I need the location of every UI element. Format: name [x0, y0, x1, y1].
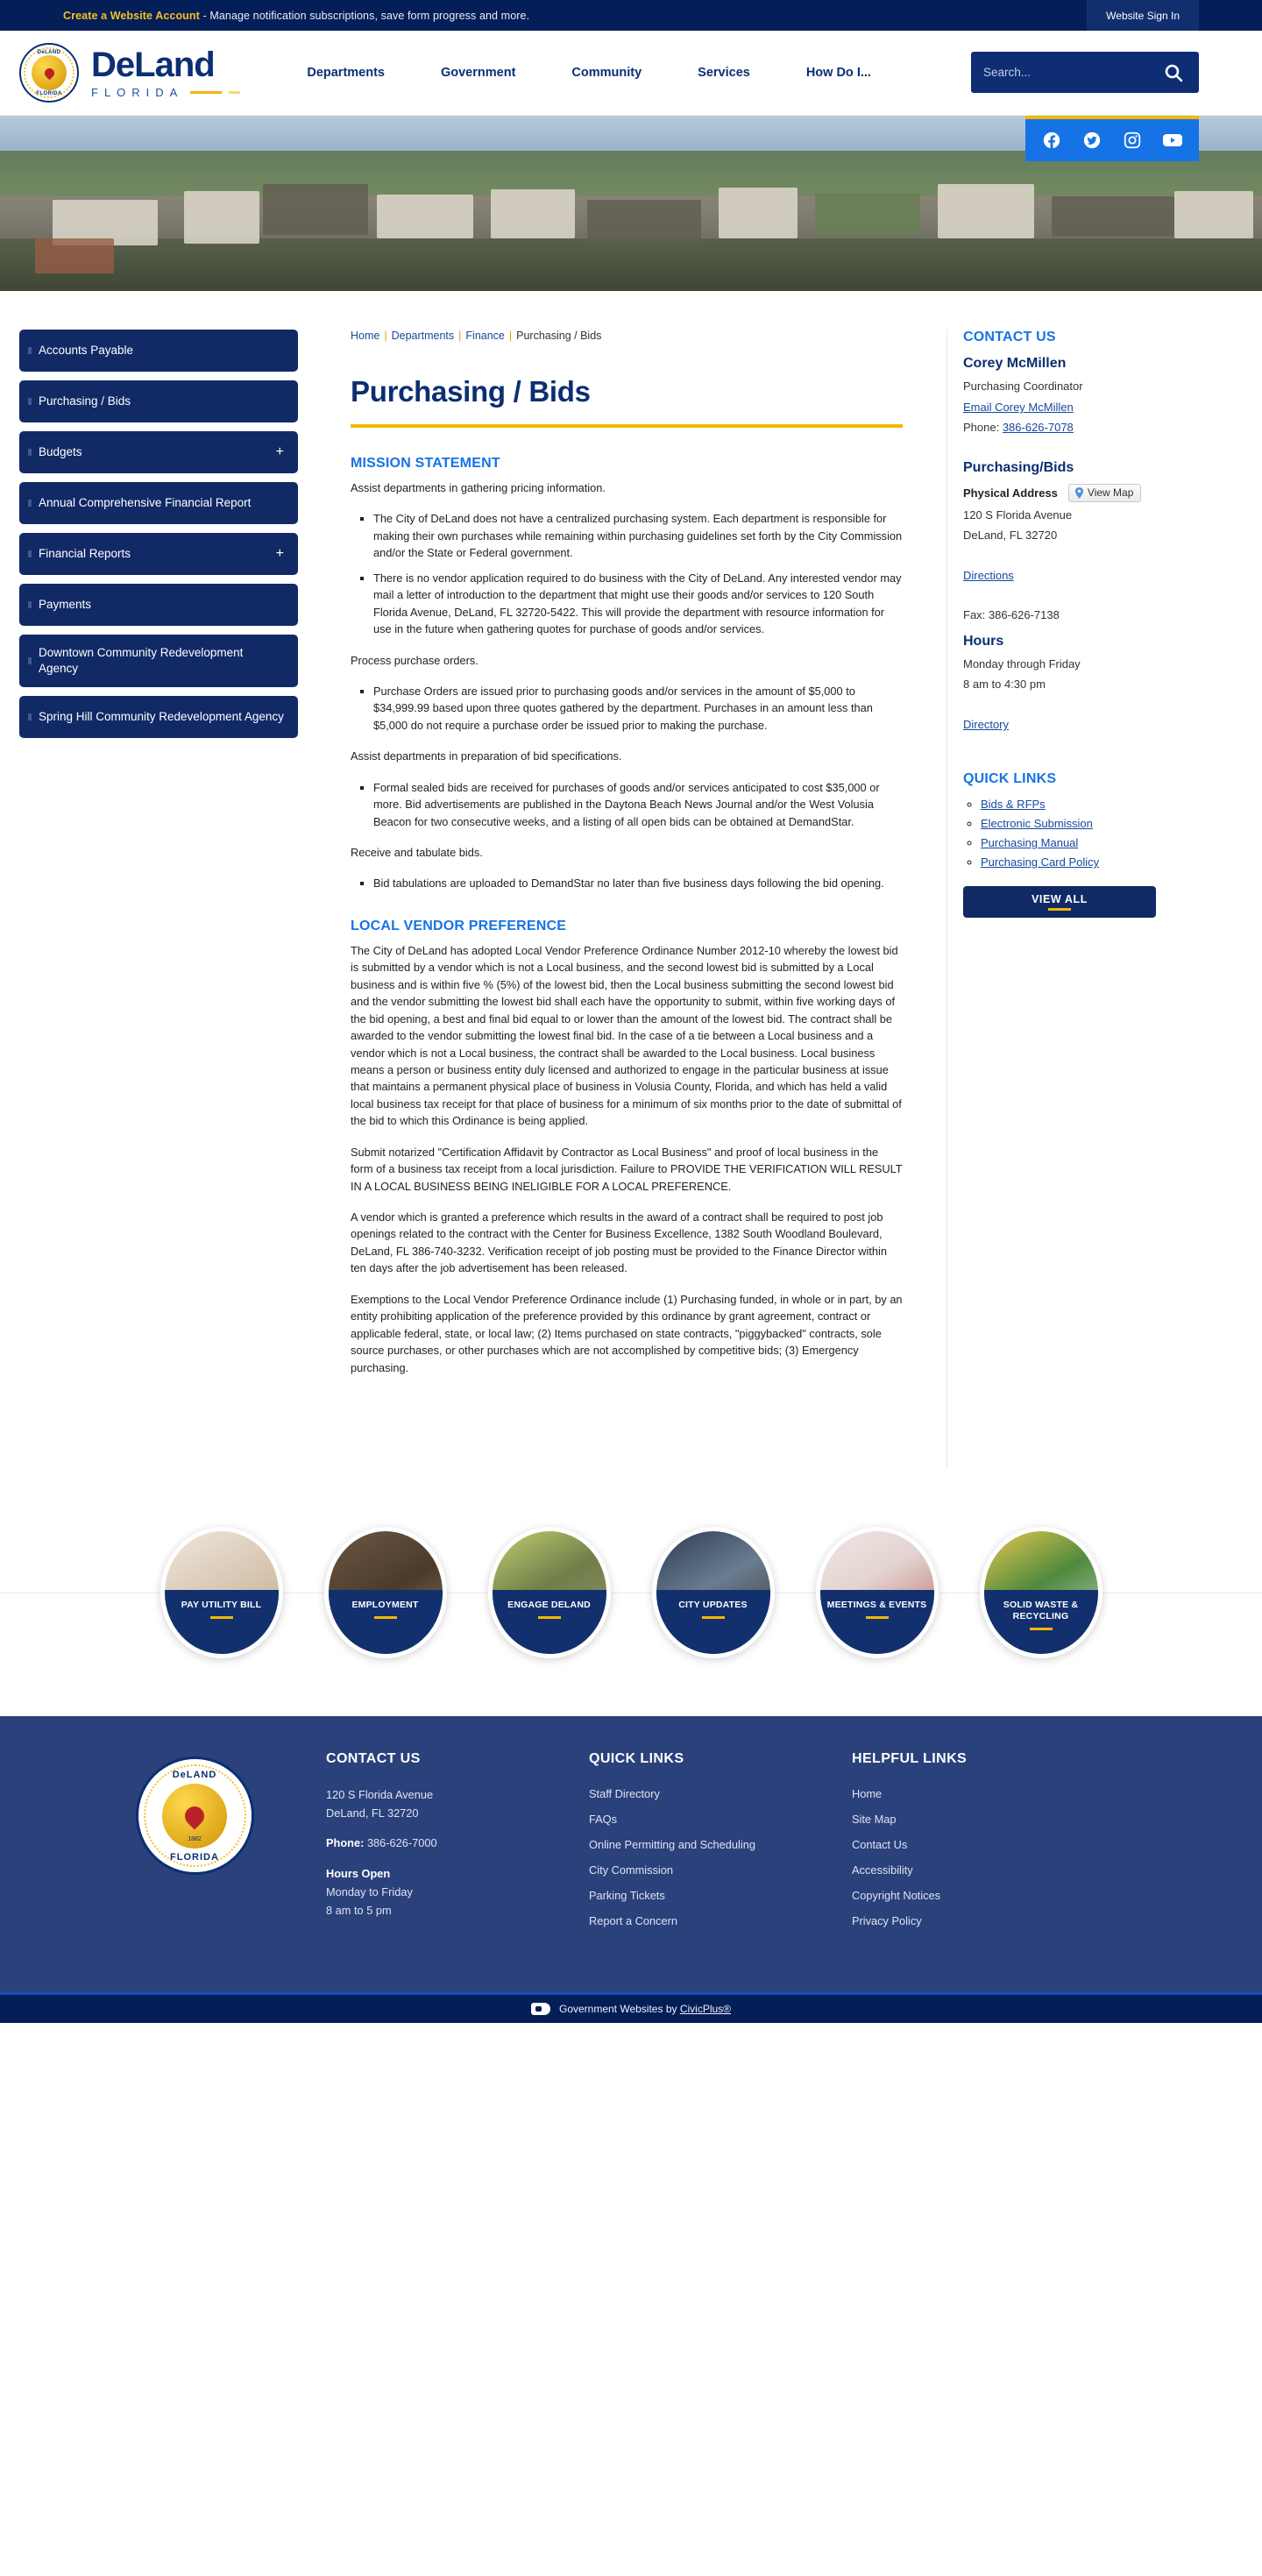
search-icon[interactable]	[1160, 60, 1187, 86]
wordmark-state: FLORIDA	[91, 85, 184, 99]
tabulate-intro: Receive and tabulate bids.	[351, 846, 483, 859]
fax-line: Fax: 386-626-7138	[963, 608, 1060, 621]
quick-link-employment[interactable]	[324, 1527, 447, 1658]
directory-link[interactable]: Directory	[963, 718, 1010, 731]
circle-label: SOLID WASTE & RECYCLING	[1003, 1600, 1079, 1622]
footer-link-report-a-concern[interactable]: Report a Concern	[589, 1914, 678, 1927]
footer-link-city-commission[interactable]: City Commission	[589, 1863, 673, 1877]
quick-link-electronic-submission[interactable]: Electronic Submission	[981, 817, 1093, 830]
list-item	[981, 855, 1209, 869]
map-pin-icon	[1074, 487, 1084, 499]
quick-link-engage-deland[interactable]	[488, 1527, 611, 1658]
directions-link[interactable]: Directions	[963, 569, 1014, 582]
expand-plus-icon[interactable]: +	[275, 444, 284, 459]
breadcrumb-separator: |	[508, 330, 513, 342]
footer-hours-label: Hours Open	[326, 1867, 391, 1881]
quick-link-purchasing-card-policy[interactable]: Purchasing Card Policy	[981, 855, 1100, 869]
list-item	[589, 1812, 852, 1827]
footer-link-site-map[interactable]: Site Map	[852, 1813, 897, 1826]
list-item	[589, 1863, 852, 1878]
footer-credit-text	[559, 2003, 731, 2015]
breadcrumb-home[interactable]: Home	[351, 330, 380, 342]
seal-bottom-text: FLORIDA	[36, 91, 62, 96]
list-item	[981, 817, 1209, 830]
wordmark-dots	[229, 91, 240, 94]
seal-top-text: DeLAND	[37, 50, 61, 55]
sidebar-item-payments[interactable]	[19, 584, 298, 626]
breadcrumb-current: Purchasing / Bids	[516, 330, 602, 342]
address-line-2: DeLand, FL 32720	[963, 529, 1058, 542]
footer-seal-year: 1882	[188, 1836, 202, 1842]
website-sign-in-button[interactable]: Website Sign In	[1087, 0, 1199, 31]
sidebar-item-label: Annual Comprehensive Financial Report	[39, 495, 252, 509]
process-intro: Process purchase orders.	[351, 653, 479, 667]
breadcrumb-separator: |	[384, 330, 387, 342]
expand-plus-icon[interactable]: +	[275, 546, 284, 561]
footer-link-online-permitting[interactable]: Online Permitting and Scheduling	[589, 1838, 755, 1851]
department-heading: Purchasing/Bids	[963, 460, 1074, 475]
mission-intro: Assist departments in gathering pricing information.	[351, 481, 606, 494]
utility-bar	[0, 0, 1262, 31]
footer-link-home[interactable]: Home	[852, 1787, 883, 1800]
physical-address-row	[963, 484, 1209, 502]
circle-underline	[866, 1616, 889, 1619]
footer-link-parking-tickets[interactable]: Parking Tickets	[589, 1889, 665, 1902]
view-all-label: VIEW ALL	[1031, 893, 1088, 905]
sidebar-item-budgets[interactable]	[19, 431, 298, 473]
view-map-label: View Map	[1087, 486, 1134, 499]
footer-link-contact-us[interactable]: Contact Us	[852, 1838, 908, 1851]
circle-underline	[374, 1616, 397, 1619]
footer-link-privacy-policy[interactable]: Privacy Policy	[852, 1914, 922, 1927]
nav-item-government[interactable]: Government	[440, 66, 516, 80]
quick-link-solid-waste-recycling[interactable]	[980, 1527, 1102, 1658]
instagram-icon[interactable]	[1122, 130, 1143, 151]
sidebar-item-financial-reports[interactable]	[19, 533, 298, 575]
footer-phone-label: Phone:	[326, 1836, 365, 1850]
hours-line-1: Monday through Friday	[963, 657, 1081, 671]
title-underline	[351, 424, 903, 428]
page-title: Purchasing / Bids	[351, 375, 591, 408]
mission-statement-heading: MISSION STATEMENT	[351, 456, 500, 471]
page-body	[0, 291, 1262, 1469]
nav-item-how-do-i[interactable]: How Do I...	[805, 66, 871, 80]
contact-sidebar	[946, 330, 1244, 1469]
footer-helpful-links-list	[852, 1786, 1115, 1929]
sidebar-item-label: Payments	[39, 597, 92, 611]
mission-bullet-list	[373, 510, 903, 637]
footer-seal-column	[63, 1751, 326, 1875]
phone-label: Phone:	[963, 421, 1003, 434]
sidebar-item-purchasing-bids[interactable]	[19, 380, 298, 422]
list-item: ▪ There is no vendor application required to do business with the City of DeLand. Any interested vendor may mail a letter of introduction to the department that might use their goods and/or services to 120 South Florida Avenue, DeLand, FL 32720-5422. This will provide the department with resource information for use in the future when gathering quotes for purchase of goods and/or services.	[373, 570, 903, 638]
wordmark-rule	[190, 91, 222, 94]
sidebar-item-downtown-community-redevelopment-agency[interactable]	[19, 635, 298, 687]
bullet-marker-icon	[28, 398, 32, 405]
bullet-marker-icon	[28, 449, 32, 456]
footer-phone-value: 386-626-7000	[366, 1836, 437, 1850]
sidebar-item-accounts-payable[interactable]	[19, 330, 298, 372]
list-item	[852, 1888, 1115, 1904]
lvp-paragraph-2: Submit notarized "Certification Affidavit by Contractor as Local Business" and proof of local business in the form of a business tax receipt from a local jurisdiction. Failure to PROVIDE THE VERIFICATION WILL RESULT IN A LOCAL BUSINESS BEING INELIGIBLE FOR A LOCAL PREFERENCE.	[351, 1145, 903, 1193]
circle-label: PAY UTILITY BILL	[181, 1600, 262, 1611]
footer-quick-links-column	[589, 1751, 852, 1939]
lvp-paragraph-3: A vendor which is granted a preference which results in the award of a contract shall be required to post job openings related to the contract with the Center for Business Excellence, 1382 South Woodland Boulevard, DeLand, FL 386-740-3232. Verification receipt of job posting must be provided to the Finance Director within ten days after the job advertisement has been released.	[351, 1210, 887, 1275]
list-item	[589, 1913, 852, 1929]
nav-item-community[interactable]: Community	[571, 66, 642, 80]
bullet-marker-icon	[28, 347, 32, 354]
sidebar-item-spring-hill-community-redevelopment-agency[interactable]	[19, 696, 298, 738]
site-footer	[0, 1716, 1262, 1991]
breadcrumb-departments[interactable]: Departments	[391, 330, 455, 342]
wordmark	[91, 47, 240, 99]
search-box	[971, 52, 1199, 93]
breadcrumb-separator: |	[458, 330, 462, 342]
process-bullet-list	[373, 683, 903, 734]
phone-link[interactable]: 386-626-7078	[1002, 421, 1074, 434]
sidebar-item-label: Purchasing / Bids	[39, 394, 131, 408]
circle-label: CITY UPDATES	[678, 1600, 748, 1611]
list-item	[852, 1786, 1115, 1802]
list-item	[589, 1837, 852, 1853]
circle-label: ENGAGE DELAND	[507, 1600, 591, 1611]
lvp-paragraph-1: The City of DeLand has adopted Local Vendor Preference Ordinance Number 2012-10 whereby the lowest bid is submitted by a vendor which is not a Local business, and the second lowest bid is submitted by a Local business and is within five % (5%) of the lowest bid, then the Local business submitting the second lowest bid and the vendor submitting the lowest bid shall each have the opportunity to submit, within five working days of the bid opening, a best and final bid equal to or lower than the amount of the lowest bid. The contract shall be awarded to the vendor submitting the lowest final bid. In the case of a tie between a Local business and a vendor which is not a Local business, the contract shall be awarded to the Local business. Local business means a person or business entity duly licensed and authorized to engage in the particular business at issue that maintains a permanent physical place of business in Volusia County, Florida, and which has held a valid local business tax receipt for that place of business for a minimum of six months prior to the date of submittal of the bid to which this Ordinance is being applied.	[351, 943, 902, 1128]
list-item: ▪ Formal sealed bids are received for purchases of goods and/or services anticipated to cost $35,000 or more. Bid advertisements are published in the Daytona Beach News Journal and/or the West Volusia Beacon for two consecutive weeks, and a listing of all open bids can be obtained at DemandStar.	[373, 779, 903, 830]
footer-helpful-links-column	[852, 1751, 1115, 1939]
sidebar-item-annual-comprehensive-financial-report[interactable]	[19, 482, 298, 524]
footer-seal-bottom-text: FLORIDA	[170, 1852, 219, 1863]
footer-phone-row	[326, 1834, 589, 1853]
site-logo[interactable]	[19, 43, 240, 103]
local-vendor-preference-heading: LOCAL VENDOR PREFERENCE	[351, 918, 567, 933]
list-item	[852, 1863, 1115, 1878]
twitter-icon[interactable]	[1081, 130, 1102, 151]
circle-underline	[538, 1616, 561, 1619]
list-item: ▪ Bid tabulations are uploaded to DemandStar no later than five business days following the bid opening.	[373, 875, 903, 891]
bullet-marker-icon	[28, 713, 32, 720]
footer-hours-line-2: 8 am to 5 pm	[326, 1903, 392, 1917]
hero-banner-aerial-downtown	[0, 116, 1262, 291]
section-sidebar	[0, 330, 298, 747]
footer-credit-bar	[0, 1991, 1262, 2023]
bullet-marker-icon	[28, 500, 32, 507]
list-item	[852, 1812, 1115, 1827]
contact-phone-row	[963, 421, 1209, 434]
specs-intro: Assist departments in preparation of bid specifications.	[351, 749, 622, 763]
site-header	[0, 31, 1262, 116]
quick-link-circles	[0, 1509, 1262, 1676]
list-item	[589, 1888, 852, 1904]
quick-link-meetings-events[interactable]	[816, 1527, 939, 1658]
quick-links-heading: QUICK LINKS	[963, 771, 1057, 786]
list-item	[981, 836, 1209, 849]
view-all-underline	[1048, 908, 1071, 911]
main-content	[298, 330, 946, 1390]
footer-seal-top-text: DeLAND	[172, 1770, 217, 1780]
create-account-text	[63, 10, 529, 22]
contact-person-name: Corey McMillen	[963, 356, 1067, 371]
footer-quick-links-list	[589, 1786, 852, 1929]
create-account-tail: - Manage notification subscriptions, save form progress and more.	[199, 9, 530, 22]
view-all-button[interactable]	[963, 886, 1156, 918]
list-item: ▪ The City of DeLand does not have a centralized purchasing system. Each department is responsible for making their own purchases while remaining within purchasing guidelines set forth by the City Commission and/or the State or Federal government.	[373, 510, 903, 561]
city-seal-icon	[19, 43, 79, 103]
breadcrumb-finance[interactable]: Finance	[465, 330, 505, 342]
list-item	[852, 1837, 1115, 1853]
breadcrumb	[351, 330, 903, 342]
list-item	[589, 1786, 852, 1802]
tabulate-bullet-list	[373, 875, 903, 891]
list-item	[852, 1913, 1115, 1929]
sidebar-item-label: Financial Reports	[39, 546, 131, 560]
list-item: ▪ Purchase Orders are issued prior to purchasing goods and/or services in the amount of $5,000 to $34,999.99 based upon three quotes gathered by the department. Purchases in an amount less than $5,000 do not require a purchase order be issued prior to making the purchase.	[373, 683, 903, 734]
circle-label: EMPLOYMENT	[351, 1600, 419, 1611]
main-navigation	[279, 66, 899, 80]
circle-underline	[702, 1616, 725, 1619]
bullet-marker-icon	[28, 601, 32, 608]
nav-item-departments[interactable]: Departments	[307, 66, 385, 80]
footer-link-faqs[interactable]: FAQs	[589, 1813, 617, 1826]
lvp-paragraph-4: Exemptions to the Local Vendor Preference Ordinance include (1) Purchasing funded, in whole or in part, by an entity prohibiting application of the preference provided by this ordinance by grant agreement, contract or applicable federal, state, or local law; (2) Items purchased on state contracts, "piggybacked" contracts, sole source purchases, or other purchases which are not accomplished by competitive bids; (3) Emergency purchasing.	[351, 1292, 903, 1374]
footer-city-seal-icon	[136, 1756, 254, 1875]
bullet-marker-icon	[28, 550, 32, 557]
email-contact-link[interactable]: Email Corey McMillen	[963, 401, 1074, 414]
footer-link-staff-directory[interactable]: Staff Directory	[589, 1787, 660, 1800]
footer-contact-title: CONTACT US	[326, 1751, 421, 1766]
sidebar-item-label: Accounts Payable	[39, 343, 134, 357]
address-line-1: 120 S Florida Avenue	[963, 508, 1073, 522]
hours-line-2: 8 am to 4:30 pm	[963, 678, 1046, 691]
footer-address-line-1: 120 S Florida Avenue	[326, 1788, 434, 1801]
footer-contact-column	[326, 1751, 589, 1920]
sidebar-item-label: Spring Hill Community Redevelopment Agency	[39, 710, 284, 724]
facebook-icon[interactable]	[1041, 130, 1062, 151]
social-links	[1025, 116, 1199, 161]
contact-person-title: Purchasing Coordinator	[963, 380, 1083, 393]
nav-item-services[interactable]: Services	[698, 66, 750, 80]
hours-heading: Hours	[963, 634, 1004, 649]
bullet-marker-icon	[28, 657, 32, 664]
quick-link-purchasing-manual[interactable]: Purchasing Manual	[981, 836, 1079, 849]
circle-underline	[210, 1616, 233, 1619]
quick-link-city-updates[interactable]	[652, 1527, 775, 1658]
circle-label: MEETINGS & EVENTS	[826, 1600, 927, 1611]
civicplus-logo-icon	[531, 2003, 550, 2015]
quick-link-pay-utility-bill[interactable]	[160, 1527, 283, 1658]
footer-address-line-2: DeLand, FL 32720	[326, 1806, 419, 1820]
search-input[interactable]	[983, 66, 1160, 79]
quick-link-bids-rfps[interactable]: Bids & RFPs	[981, 798, 1046, 811]
quick-links-list	[981, 798, 1209, 869]
footer-link-accessibility[interactable]: Accessibility	[852, 1863, 913, 1877]
list-item	[981, 798, 1209, 811]
footer-hours-line-1: Monday to Friday	[326, 1884, 413, 1898]
specs-bullet-list	[373, 779, 903, 830]
create-account-link[interactable]: Create a Website Account	[63, 9, 200, 22]
physical-address-label: Physical Address	[963, 486, 1058, 500]
sidebar-item-label: Downtown Community Redevelopment Agency	[39, 646, 244, 676]
wordmark-city: DeLand	[91, 45, 215, 84]
civicplus-link[interactable]: CivicPlus®	[679, 2003, 732, 2015]
footer-quick-links-title: QUICK LINKS	[589, 1751, 684, 1766]
contact-us-heading: CONTACT US	[963, 330, 1056, 344]
sidebar-item-label: Budgets	[39, 444, 82, 458]
credit-prefix: Government Websites by	[558, 2003, 680, 2015]
footer-link-copyright-notices[interactable]: Copyright Notices	[852, 1889, 940, 1902]
youtube-icon[interactable]	[1162, 130, 1183, 151]
footer-helpful-links-title: HELPFUL LINKS	[852, 1751, 968, 1766]
view-map-button[interactable]	[1068, 484, 1141, 502]
circle-underline	[1030, 1628, 1053, 1630]
